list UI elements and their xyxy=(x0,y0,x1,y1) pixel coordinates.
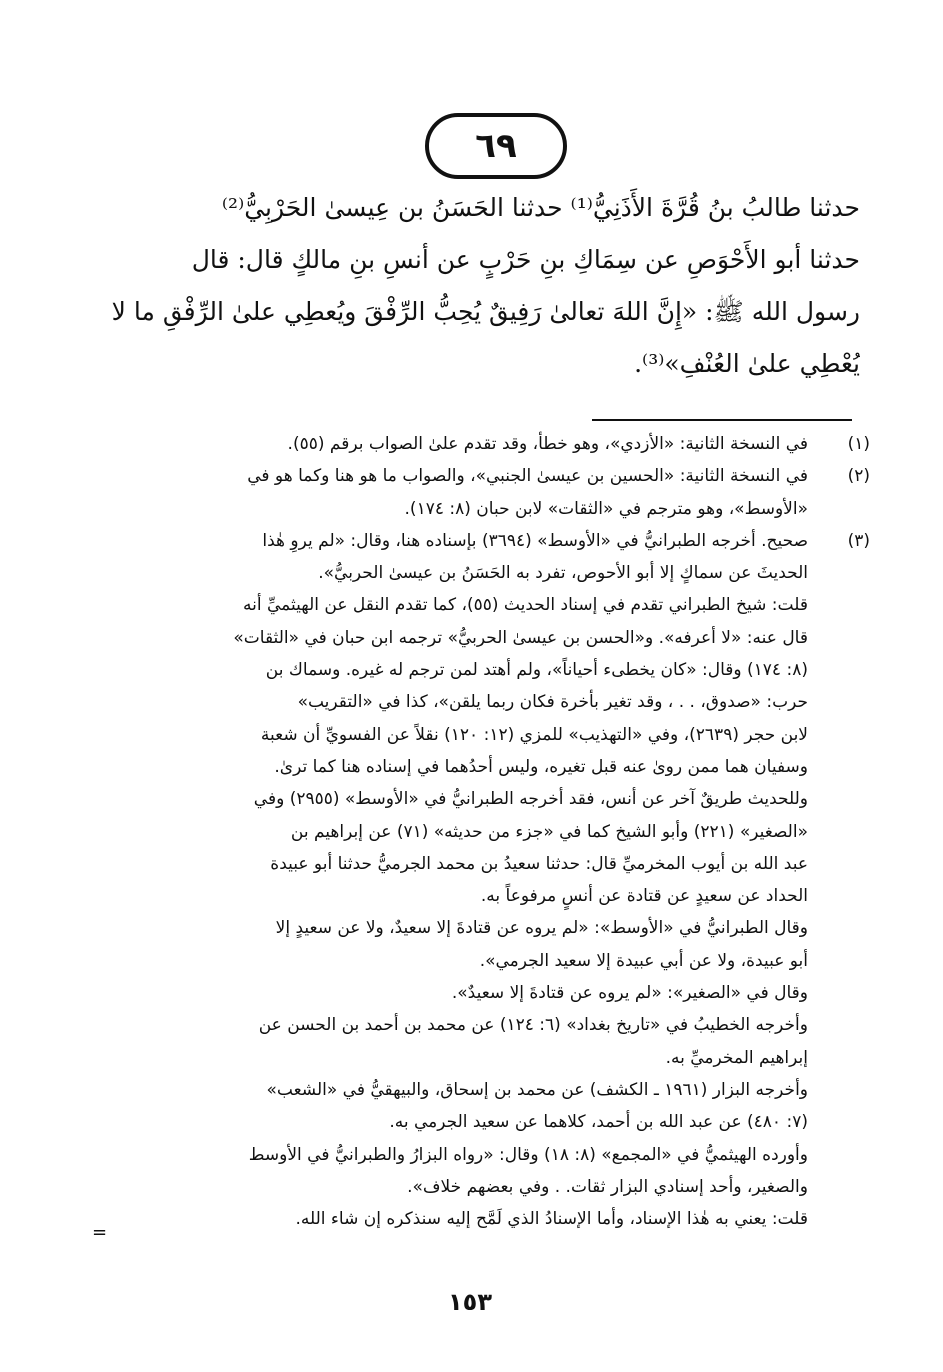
footnote-line: في النسخة الثانية: «الحسين بن عيسىٰ الجنبي»، والصواب ما هو هنا وكما هو في xyxy=(247,466,808,487)
footnote-line: (٨: ١٧٤) وقال: «كان يخطىء أحياناً»، ولم أهتد لمن ترجم له غيره. وسماك بن xyxy=(265,660,808,681)
footnote-line: حرب: «صدوق، . . ، وقد تغير بأخرة فكان ربما يلقن»، كذا في «التقريب» xyxy=(297,692,808,713)
footnote-line: «الصغير» (٢٢١) وأبو الشيخ كما في «جزء من حديثه» (٧١) عن إبراهيم بن xyxy=(290,821,808,842)
footnote-3 xyxy=(100,525,870,590)
hadith-line: حدثنا أبو الأَحْوَصِ عن سِمَاكِ بنِ حَرْبٍ عن أنسِ بنِ مالكٍ قال: قال xyxy=(191,245,860,274)
continuation-mark: = xyxy=(92,1222,108,1243)
footnote-number: (١) xyxy=(847,434,870,454)
footnote-line: وسفيان هما ممن روىٰ عنه قبل تغيره، وليس أحدُهما في إسناده هنا كما ترىٰ. xyxy=(274,756,808,777)
footnotes xyxy=(100,428,870,1235)
footnote-line: عبد الله بن أيوب المخرميِّ قال: حدثنا سعيدُ بن محمد الجرميُّ حدثنا أبو عبيدة xyxy=(270,853,808,874)
hadith-number-badge xyxy=(425,113,567,179)
footnote-line: «الأوسط»، وهو مترجم في «الثقات» لابن حبان (٨: ١٧٤). xyxy=(404,498,808,519)
footnote-1 xyxy=(100,428,870,460)
footnote-line: وللحديث طريقٌ آخر عن أنس، فقد أخرجه الطبرانيُّ في «الأوسط» (٢٩٥٥) وفي xyxy=(253,789,808,810)
footnote-line: وأخرجه البزار (١٩٦١ ـ الكشف) عن محمد بن إسحاق، والبيهقيُّ في «الشعب» xyxy=(266,1079,808,1100)
footnote-line: وقال في «الصغير»: «لم يروه عن قتادةَ إلا سعيدٌ». xyxy=(451,983,808,1004)
footnote-line: أبو عبيدة، ولا عن أبي عبيدة إلا سعيد الجرمي». xyxy=(479,950,808,971)
footnote-line: الحداد عن سعيدٍ عن قتادة عن أنسٍ مرفوعاً به. xyxy=(480,886,808,907)
footnote-line: الحديثَ عن سماكٍ إلا أبو الأحوص، تفرد به الحَسَنُ بن عيسىٰ الحربيُّ». xyxy=(318,563,808,584)
footnote-line: (٧: ٤٨٠) عن عبد الله بن أحمد، كلاهما عن سعيد الجرمي به. xyxy=(389,1112,808,1133)
footnote-number: (٢) xyxy=(847,466,870,487)
hadith-number: ٦٩ xyxy=(475,126,517,166)
hadith-line: حدثنا طالبُ بنُ قُرَّةَ الأَذَنِيُّ⁽¹⁾ حدثنا الحَسَنُ بن عِيسىٰ الحَرْبِيُّ⁽²⁾ xyxy=(221,193,860,222)
footnote-line: والصغير، وأحد إسنادي البزار ثقات. . وفي بعضهم خلاف». xyxy=(407,1176,808,1197)
footnote-line: وأخرجه الخطيبُ في «تاريخ بغداد» (٦: ١٢٤) عن محمد بن أحمد بن الحسن عن xyxy=(258,1015,808,1036)
hadith-line: رسول الله ﷺ: «إِنَّ اللهَ تعالىٰ رَفِيقٌ يُحِبُّ الرِّفْقَ ويُعطِي علىٰ الرِّفْقِ ما لا xyxy=(111,297,860,326)
footnote-line: قال عنه: «لا أعرفه». و«الحسن بن عيسىٰ الحربيُّ» ترجمه ابن حبان في «الثقات» xyxy=(233,627,808,648)
footnote-2 xyxy=(100,460,870,525)
hadith-text xyxy=(100,182,860,390)
footnote-line: قلت: يعني به هٰذا الإسناد، وأما الإسنادُ الذي لَمَّح إليه سنذكره إن شاء الله. xyxy=(295,1209,808,1230)
footnote-line: صحيح. أخرجه الطبرانيُّ في «الأوسط» (٣٦٩٤) بإسناده هنا، وقال: «لم يروِ هٰذا xyxy=(262,530,808,551)
footnote-number: (٣) xyxy=(847,530,870,551)
footnote-line: إبراهيم المخرميِّ به. xyxy=(665,1047,808,1068)
footnote-line: وقال الطبرانيُّ في «الأوسط»: «لم يروه عن قتادةَ إلا سعيدٌ، ولا عن سعيدٍ إلا xyxy=(275,918,808,939)
footnote-separator xyxy=(592,419,852,421)
footnote-line: في النسخة الثانية: «الأزدي»، وهو خطأ، وقد تقدم علىٰ الصواب برقم (٥٥). xyxy=(287,434,808,454)
page-number: ١٥٣ xyxy=(448,1288,492,1316)
hadith-line: يُعْطِي علىٰ العُنْفِ»⁽³⁾. xyxy=(634,349,860,378)
footnote-line: وأورده الهيثميُّ في «المجمع» (٨: ١٨) وقال: «رواه البزارُ والطبرانيُّ في الأوسط xyxy=(248,1144,808,1165)
footnote-line: قلت: شيخ الطبراني تقدم في إسناد الحديث (٥٥)، كما تقدم النقل عن الهيثميِّ أنه xyxy=(243,595,808,616)
footnote-3-continuation xyxy=(100,589,870,1235)
footnote-line: لابن حجر (٢٦٣٩)، وفي «التهذيب» للمزي (١٢: ١٢٠) نقلاً عن الفسويِّ أن شعبة xyxy=(260,724,808,745)
